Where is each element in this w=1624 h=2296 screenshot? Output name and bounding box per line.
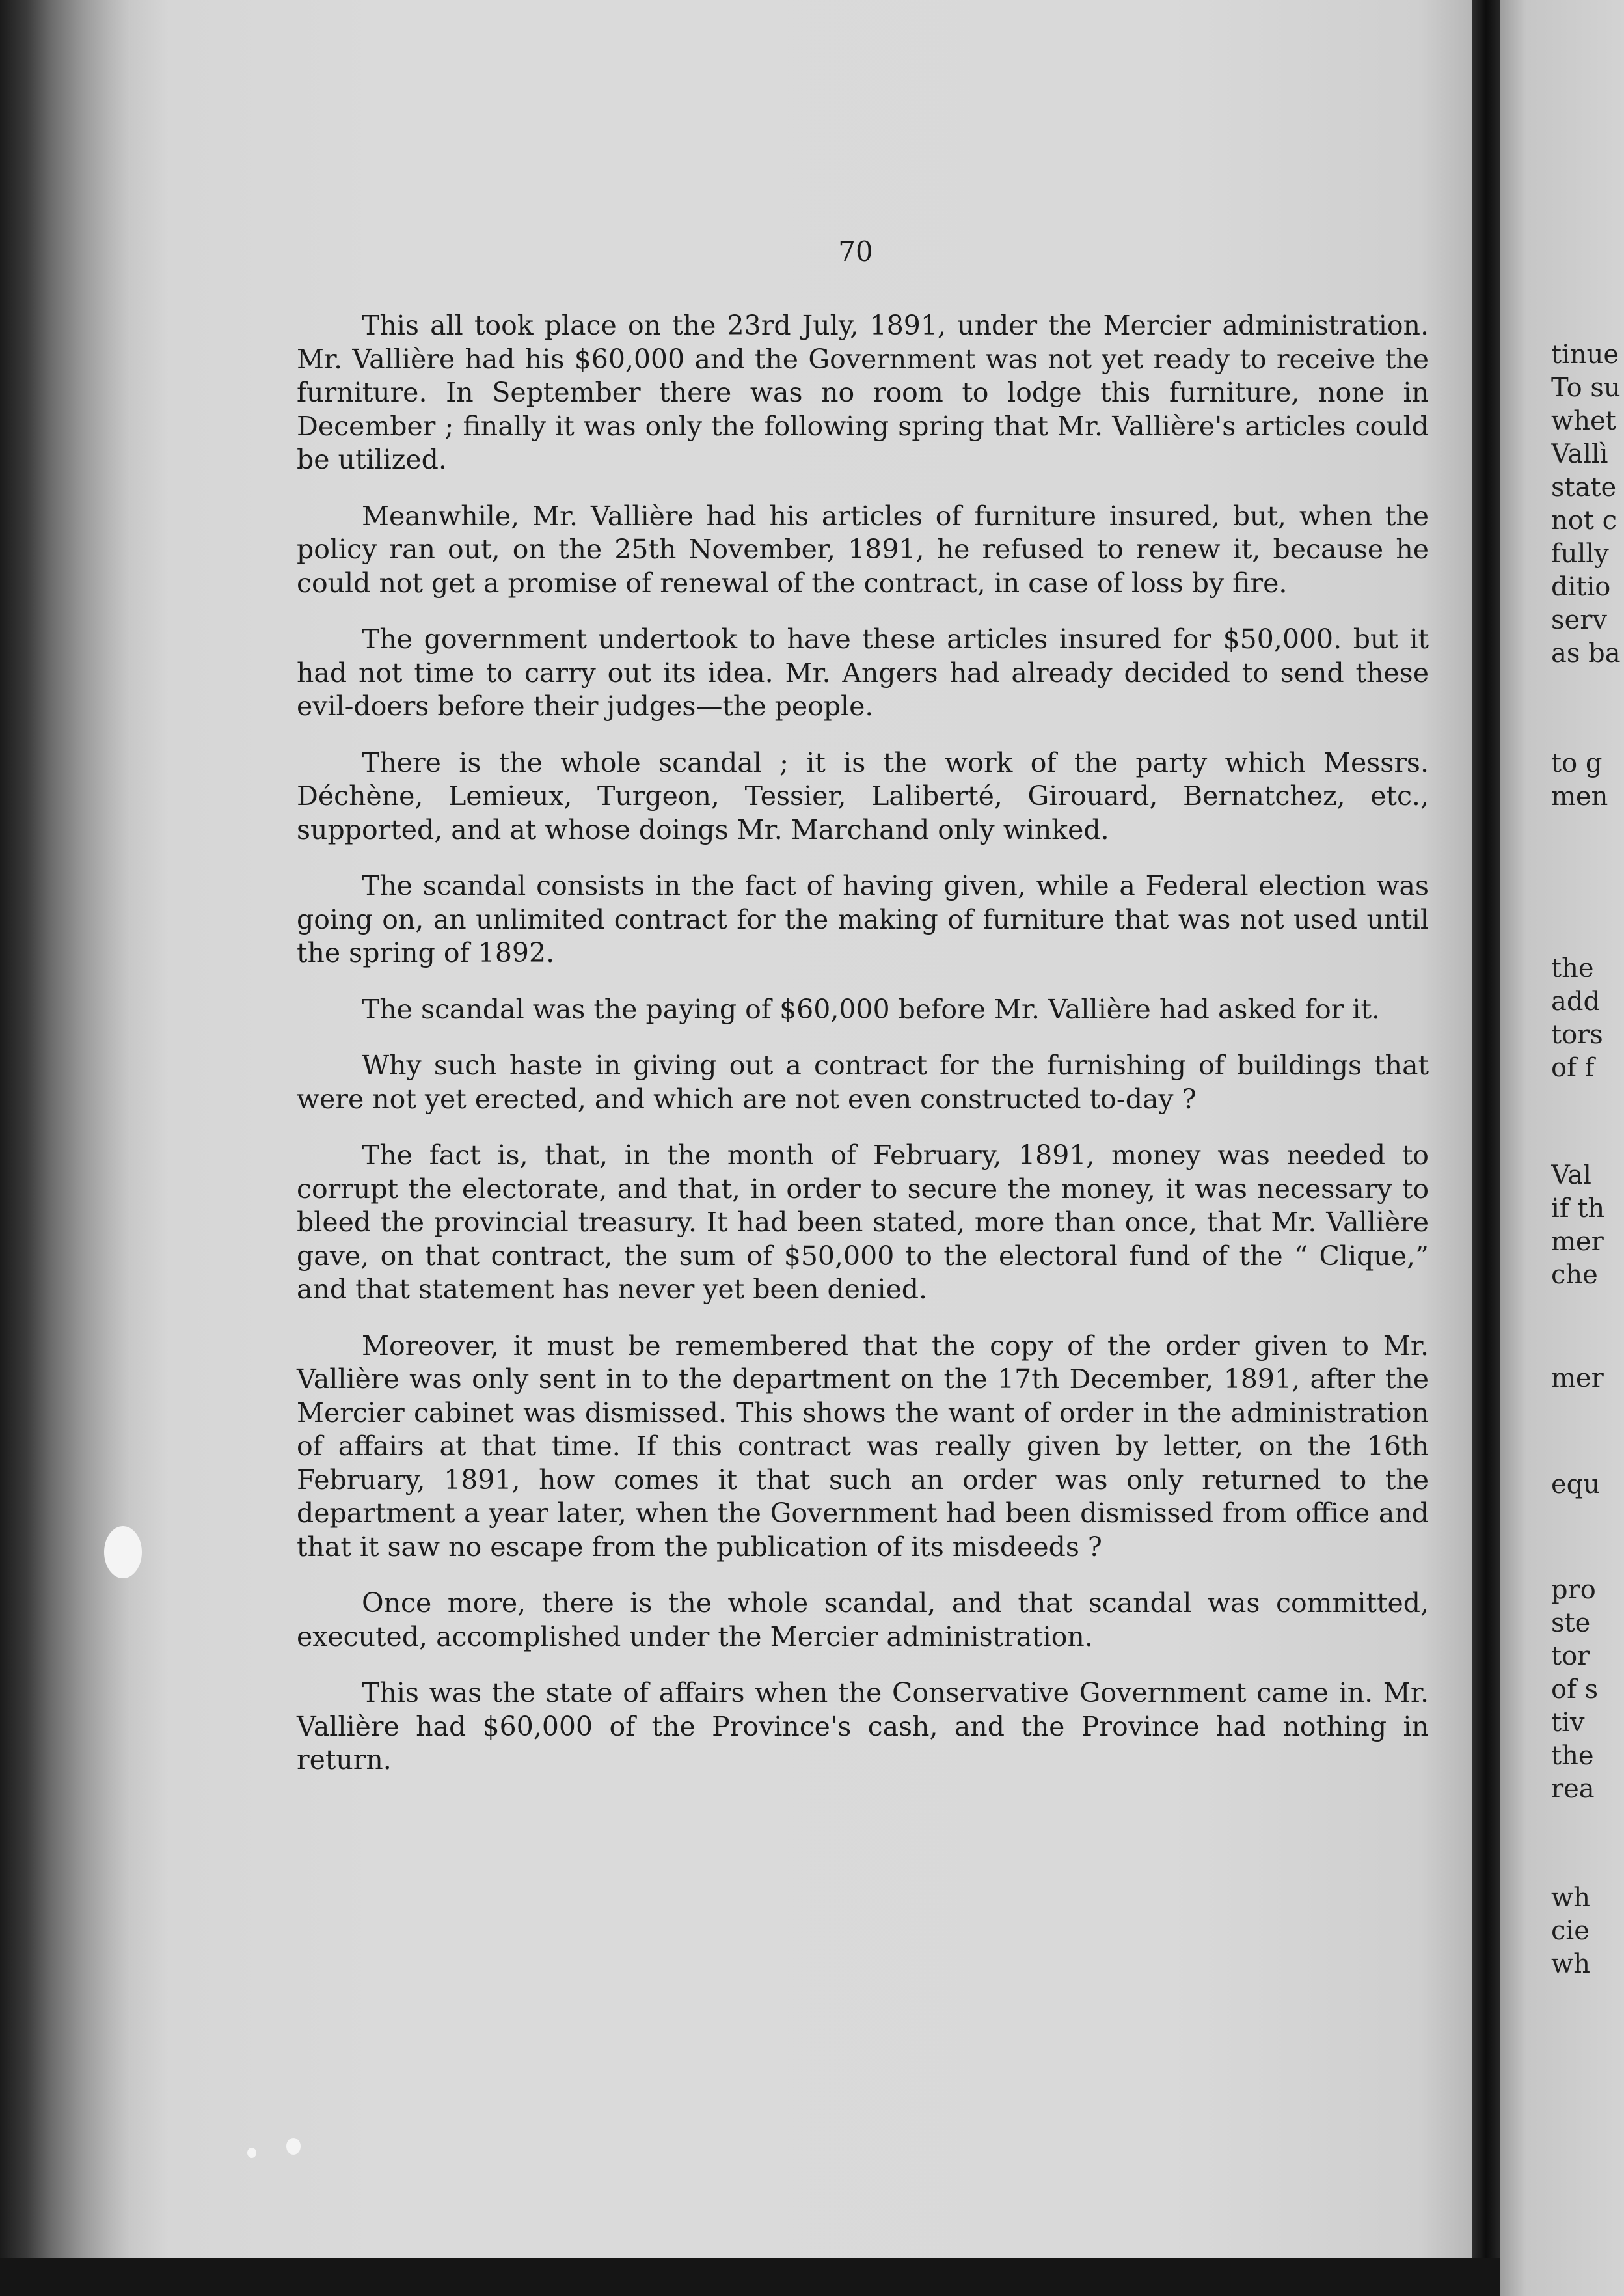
paragraph: The scandal was the paying of $60,000 before Mr. Vallière had asked for it. <box>362 993 1380 1025</box>
fragment-line: serv <box>1551 605 1607 635</box>
fragment-line: not c <box>1551 506 1617 536</box>
fragment-line: tiv <box>1551 1708 1585 1738</box>
fragment-line: mer <box>1551 1227 1604 1257</box>
speck <box>247 2148 256 2158</box>
paragraph: The scandal consists in the fact of having given, while a Federal election was going on, an unlimited contract for the making of furniture that was not used until the spring of 1892. <box>297 870 1429 968</box>
fragment-line: if th <box>1551 1194 1605 1223</box>
fragment-line: of s <box>1551 1674 1599 1704</box>
fragment-line: tors <box>1551 1020 1603 1050</box>
fragment-line: the <box>1551 953 1594 983</box>
fragment-line: To su <box>1551 373 1621 403</box>
book-page-edges <box>0 0 130 2296</box>
fragment-line: men <box>1551 782 1608 812</box>
fragment-line: che <box>1551 1260 1598 1290</box>
paragraph: The fact is, that, in the month of February, 1891, money was needed to corrupt the electorate, and that, in order to secure the money, it was necessary to bleed the provincial treasury. It had been stated, more than once, that Mr. Vallière gave, on that contract, the sum of $50,000 to the electoral fund of the “ Clique,” and that statement has never yet been denied. <box>297 1140 1429 1305</box>
paragraph: This was the state of affairs when the Conservative Government came in. Mr. Vallière had $60,000 of the Province's cash, and the Province had nothing in return. <box>297 1677 1429 1775</box>
fragment-line: wh <box>1551 1883 1590 1913</box>
paragraph: Moreover, it must be remembered that the copy of the order given to Mr. Vallière was only sent in to the department on the 17th December, 1891, after the Mercier cabinet was dismissed. This shows the want of order in the administration of affairs at that time. If this contract was really given by letter, on the 16th February, 1891, how comes it that such an order was only returned to the department a year later, when the Government had been dismissed from office and that it saw no escape from the publication of its misdeeds ? <box>297 1330 1429 1563</box>
book-gutter <box>1472 0 1500 2296</box>
page-number: 70 <box>838 236 873 267</box>
paragraph: Meanwhile, Mr. Vallière had his articles of furniture insured, but, when the policy ran out, on the 25th November, 1891, he refused to renew it, because he could not get a promise of renewal of the contract, in case of loss by fire. <box>297 500 1429 599</box>
fragment-line: add <box>1551 987 1601 1017</box>
fragment-line: rea <box>1551 1774 1595 1804</box>
body-text <box>297 309 1429 1800</box>
fragment-line: pro <box>1551 1575 1596 1605</box>
fragment-line: cie <box>1551 1916 1590 1946</box>
speck <box>104 1526 142 1578</box>
fragment-line: ditio <box>1551 572 1611 602</box>
paragraph: This all took place on the 23rd July, 1891, under the Mercier administration. Mr. Vallière had his $60,000 and the Government was not yet ready to receive the furniture. In September there was no room to lodge this furniture, none in December ; finally it was only the following spring that Mr. Vallière's articles could be utilized. <box>297 310 1429 475</box>
fragment-line: tinue <box>1551 340 1619 370</box>
paragraph: There is the whole scandal ; it is the work of the party which Messrs. Déchène, Lemieux, Turgeon, Tessier, Laliberté, Girouard, Bernatchez, etc., supported, and at whose doings Mr. Marchand only winked. <box>297 746 1429 845</box>
right-page-text-fragments <box>1551 0 1624 2296</box>
fragment-line: Val <box>1551 1160 1591 1190</box>
paragraph: Once more, there is the whole scandal, and that scandal was committed, executed, accomplished under the Mercier administration. <box>297 1587 1429 1652</box>
bottom-shadow <box>0 2258 1500 2296</box>
speck <box>286 2138 301 2155</box>
fragment-line: mer <box>1551 1363 1604 1393</box>
fragment-line: to g <box>1551 748 1603 778</box>
fragment-line: Vallì <box>1551 439 1608 469</box>
paragraph: Why such haste in giving out a contract for the furnishing of buildings that were not yet erected, and which are not even constructed to-day ? <box>297 1050 1429 1115</box>
fragment-line: equ <box>1551 1469 1601 1499</box>
fragment-line: whet <box>1551 406 1616 436</box>
fragment-line: of f <box>1551 1053 1595 1083</box>
fragment-line: tor <box>1551 1641 1590 1671</box>
paragraph: The government undertook to have these articles insured for $50,000. but it had not time to carry out its idea. Mr. Angers had already decided to send these evil-doers before their judges—the people. <box>297 623 1429 722</box>
fragment-line: state <box>1551 472 1617 502</box>
fragment-line: wh <box>1551 1949 1590 1979</box>
fragment-line: ste <box>1551 1608 1591 1638</box>
fragment-line: fully <box>1551 539 1609 569</box>
fragment-line: as ba <box>1551 638 1621 668</box>
fragment-line: the <box>1551 1741 1594 1771</box>
